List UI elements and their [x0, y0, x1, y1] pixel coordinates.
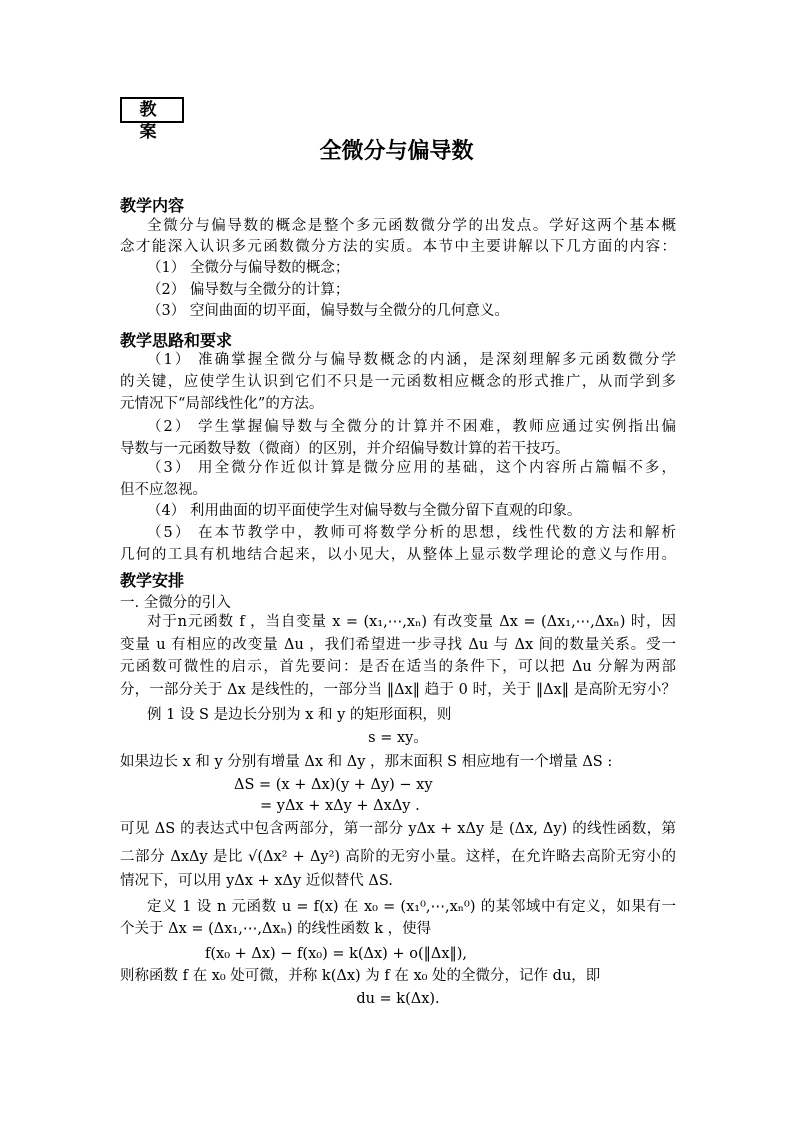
subheading: 一. 全微分的引入 — [120, 595, 231, 611]
text-line: 元情况下“局部线性化”的方法。 — [120, 396, 324, 412]
formula: = yΔx + xΔy + ΔxΔy . — [260, 798, 420, 814]
page-title: 全微分与偏导数 — [319, 139, 474, 164]
text-line: 可见 ΔS 的表达式中包含两部分，第一部分 yΔx + xΔy 是 (Δx, Δy) 的线性函数，第 — [120, 821, 676, 837]
lesson-plan-badge: 教 案 — [120, 97, 184, 123]
list-item: （2） 偏导数与全微分的计算； — [147, 282, 350, 298]
text-line: 元函数可微性的启示，首先要问：是否在适当的条件下，可以把 Δu 分解为两部 — [120, 659, 676, 675]
text-line: 的关键，应使学生认识到它们不只是一元函数相应概念的形式推广，从而学到多 — [120, 374, 676, 390]
text-line: 导数与一元函数导数（微商）的区别，并介绍偏导数计算的若干技巧。 — [120, 441, 570, 457]
formula: f(x₀ + Δx) − f(x₀) = k(Δx) + o(‖Δx‖), — [205, 946, 468, 962]
formula: ΔS = (x + Δx)(y + Δy) − xy — [234, 777, 433, 793]
text-line: （2） 学生掌握偏导数与全微分的计算并不困难，教师应通过实例指出偏 — [147, 419, 676, 435]
text-line: 几何的工具有机地结合起来，以小见大，从整体上显示数学理论的意义与作用。 — [120, 547, 676, 563]
text-line: 但不应忽视。 — [120, 482, 207, 498]
text-line: 则称函数 f 在 x₀ 处可微，并称 k(Δx) 为 f 在 x₀ 处的全微分，记作 du，即 — [120, 968, 601, 984]
text-line: 变量 u 有相应的改变量 Δu ，我们希望进一步寻找 Δu 与 Δx 间的数量关系。受一 — [120, 637, 676, 653]
text-line: 全微分与偏导数的概念是整个多元函数微分学的出发点。学好这两个基本概 — [147, 218, 676, 234]
text-line: 如果边长 x 和 y 分别有增量 Δx 和 Δy ，那末面积 S 相应地有一个增量 ΔS : — [120, 754, 613, 770]
text-line: （4） 利用曲面的切平面使学生对偏导数与全微分留下直观的印象。 — [147, 503, 582, 519]
text-line: （1） 准确掌握全微分与偏导数概念的内涵，是深刻理解多元函数微分学 — [147, 352, 676, 368]
text-line: 情况下，可以用 yΔx + xΔy 近似替代 ΔS. — [120, 873, 393, 889]
heading-approach: 教学思路和要求 — [120, 331, 233, 350]
text-line: （5） 在本节教学中，教师可将数学分析的思想，线性代数的方法和解析 — [147, 525, 676, 541]
formula: du = k(Δx). — [356, 991, 440, 1007]
heading-arrangement: 教学安排 — [120, 571, 185, 590]
text-line: 个关于 Δx = (Δx₁,⋯,Δxₙ) 的线性函数 k ，使得 — [120, 921, 432, 937]
heading-content: 教学内容 — [120, 196, 185, 215]
text-line: （3） 用全微分作近似计算是微分应用的基础，这个内容所占篇幅不多， — [147, 460, 676, 476]
text-line: 念才能深入认识多元函数微分方法的实质。本节中主要讲解以下几方面的内容： — [120, 239, 676, 255]
list-item: （3） 空间曲面的切平面，偏导数与全微分的几何意义。 — [147, 303, 509, 319]
text-line: 二部分 ΔxΔy 是比 √(Δx² + Δy²) 高阶的无穷小量。这样，在允许略去高阶无穷小的 — [120, 849, 676, 865]
list-item: （1） 全微分与偏导数的概念； — [147, 260, 350, 276]
text-line: 分，一部分关于 Δx 是线性的，一部分当 ‖Δx‖ 趋于 0 时，关于 ‖Δx‖ 是高阶无穷小？ — [120, 682, 676, 698]
text-line: 对于n元函数 f ，当自变量 x = (x₁,⋯,xₙ) 有改变量 Δx = (Δx₁,⋯,Δxₙ) 时，因 — [147, 614, 676, 630]
definition-line: 定义 1 设 n 元函数 u = f(x) 在 x₀ = (x₁⁰,⋯,xₙ⁰) 的某邻域中有定义，如果有一 — [147, 899, 676, 915]
example-line: 例 1 设 S 是边长分别为 x 和 y 的矩形面积，则 — [147, 707, 452, 723]
formula: s = xy。 — [368, 730, 428, 746]
